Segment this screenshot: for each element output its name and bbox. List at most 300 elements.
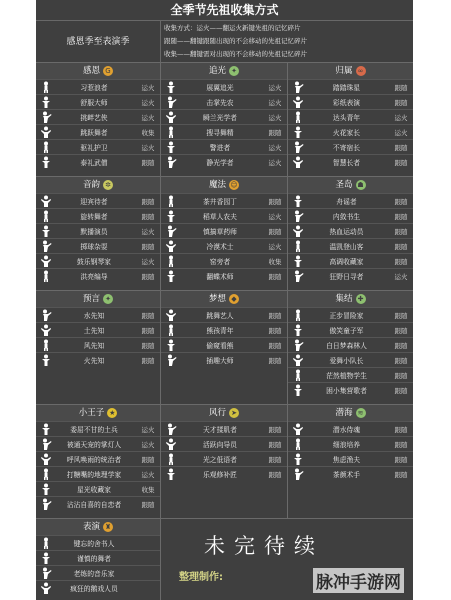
- ancestor-pose-icon: [292, 309, 304, 321]
- ancestor-pose-icon: [165, 423, 177, 435]
- grid-divider: [160, 518, 161, 600]
- ancestor-name: 瞬兰光学者: [203, 114, 237, 122]
- collection-method: 运火: [268, 212, 282, 221]
- ancestor-name: 键忘的舍书人: [73, 540, 115, 548]
- ancestor-pose-icon: [40, 438, 52, 450]
- ancestor-row: [161, 451, 287, 466]
- season-block: [288, 405, 413, 481]
- collection-method: 跟随: [394, 371, 408, 380]
- ancestor-row: [288, 79, 413, 94]
- season-block: [288, 63, 413, 169]
- season-emblem-icon: ∞: [356, 66, 366, 76]
- ancestor-pose-icon: [292, 141, 304, 153]
- ancestor-name: 细浪培养: [332, 441, 361, 449]
- ancestor-name: 智慧长者: [332, 159, 361, 167]
- season-name: 表演: [82, 522, 100, 532]
- collection-method: 跟随: [268, 356, 282, 365]
- collection-method: 跟随: [394, 257, 408, 266]
- season-header: [161, 177, 287, 193]
- site-watermark: 脉冲手游网: [313, 568, 404, 593]
- collection-method: 跟随: [394, 311, 408, 320]
- collection-method: 跟随: [268, 341, 282, 350]
- ancestor-pose-icon: [292, 210, 304, 222]
- collection-method: 跟随: [268, 311, 282, 320]
- season-header: [161, 291, 287, 307]
- season-block: [288, 291, 413, 397]
- ancestor-pose-icon: [292, 111, 304, 123]
- ancestor-row: [288, 208, 413, 223]
- collection-method: 运火: [141, 257, 155, 266]
- ancestor-pose-icon: [40, 498, 52, 510]
- ancestor-pose-icon: [40, 126, 52, 138]
- ancestor-row: [288, 367, 413, 382]
- sheet-title: 全季节先祖收集方式: [36, 0, 413, 21]
- collection-method: 运火: [141, 98, 155, 107]
- ancestor-name: 默播演员: [80, 228, 108, 236]
- ancestor-pose-icon: [165, 438, 177, 450]
- season-header: [161, 63, 287, 79]
- ancestor-name: 舒服大师: [80, 99, 108, 107]
- ancestor-row: [288, 124, 413, 139]
- ancestor-row: [161, 307, 287, 322]
- season-header: [36, 291, 160, 307]
- ancestor-name: 焦虑渔夫: [332, 456, 361, 464]
- season-name: 集结: [335, 294, 353, 304]
- collection-method: 跟随: [394, 356, 408, 365]
- ancestor-pose-icon: [165, 96, 177, 108]
- ancestor-pose-icon: [40, 255, 52, 267]
- ancestor-pose-icon: [292, 423, 304, 435]
- ancestor-name: 火花家长: [332, 129, 361, 137]
- season-header: [36, 405, 160, 421]
- season-block: [161, 63, 287, 169]
- ancestor-row: [161, 223, 287, 238]
- ancestor-pose-icon: [165, 141, 177, 153]
- collection-method: 跟随: [394, 98, 408, 107]
- collection-method: 运火: [141, 425, 155, 434]
- ancestor-pose-icon: [165, 195, 177, 207]
- ancestor-name: 老练的音乐家: [73, 570, 115, 578]
- ancestor-pose-icon: [40, 468, 52, 480]
- ancestor-name: 翻蝶术师: [206, 273, 234, 281]
- ancestor-name: 被通天宠的掌灯人: [66, 441, 122, 449]
- ancestor-name: 正步冒险家: [329, 312, 364, 320]
- ancestor-name: 窑旁者: [209, 258, 231, 266]
- ancestor-name: 掷球杂耍: [80, 243, 108, 251]
- collection-method: 运火: [141, 83, 155, 92]
- ancestor-pose-icon: [40, 111, 52, 123]
- ancestor-pose-icon: [165, 324, 177, 336]
- collection-method: 跟随: [394, 440, 408, 449]
- ancestor-row: [161, 253, 287, 268]
- season-name: 潜海: [335, 408, 353, 418]
- season-emblem-icon: ✦: [103, 294, 113, 304]
- ancestor-name: 困小集营歌者: [326, 387, 367, 395]
- ancestor-name: 沾沾自喜的自恋者: [66, 501, 122, 509]
- ancestor-row: [288, 223, 413, 238]
- grid-divider: [36, 62, 413, 63]
- ancestor-pose-icon: [292, 438, 304, 450]
- season-emblem-icon: ✲: [103, 180, 113, 190]
- ancestor-pose-icon: [165, 240, 177, 252]
- ancestor-row: [288, 268, 413, 283]
- ancestor-row: [36, 580, 160, 595]
- season-emblem-icon: ☗: [357, 180, 364, 189]
- season-header: [288, 177, 413, 193]
- collection-method: 跟随: [141, 212, 155, 221]
- ancestor-row: [36, 352, 160, 367]
- ancestor-name: 迎宾待者: [80, 198, 108, 206]
- ancestor-name: 挑衅艺侠: [80, 114, 108, 122]
- ancestor-row: [288, 307, 413, 322]
- legend-line: 收集——翻键需对出现的不会移动的先祖记忆碎片: [164, 50, 307, 58]
- grid-divider: [287, 62, 288, 518]
- season-emblem-icon: ★: [109, 408, 116, 417]
- ancestor-name: 不寄宿长: [332, 144, 361, 152]
- season-block: [161, 177, 287, 283]
- ancestor-name: 茫然植物学生: [326, 372, 367, 380]
- season-header: [36, 519, 160, 535]
- ancestor-name: 呼风唤雨的统治者: [66, 456, 122, 464]
- ancestor-pose-icon: [40, 225, 52, 237]
- ancestor-row: [288, 139, 413, 154]
- ancestor-row: [288, 94, 413, 109]
- ancestor-pose-icon: [40, 423, 52, 435]
- season-emblem-icon: G: [103, 66, 113, 76]
- ancestor-pose-icon: [40, 537, 52, 549]
- collection-method: 跟随: [394, 158, 408, 167]
- ancestor-pose-icon: [165, 339, 177, 351]
- collection-method: 运火: [268, 143, 282, 152]
- ancestor-row: [161, 139, 287, 154]
- collection-method: 跟随: [394, 242, 408, 251]
- grid-divider: [36, 176, 413, 177]
- ancestor-row: [288, 421, 413, 436]
- ancestor-name: 冷漠术士: [206, 243, 234, 251]
- ancestor-name: 茶颜术手: [332, 471, 361, 479]
- ancestor-name: 天才揉肌者: [203, 426, 237, 434]
- season-header: [288, 405, 413, 421]
- ancestor-row: [36, 337, 160, 352]
- collection-method: 跟随: [141, 500, 155, 509]
- collection-method: 跟随: [268, 197, 282, 206]
- ancestor-name: 打糖嘴的地理学家: [66, 471, 122, 479]
- ancestor-pose-icon: [292, 324, 304, 336]
- ancestor-name: 水先知: [83, 312, 105, 320]
- ancestor-name: 温凯登山客: [329, 243, 364, 251]
- ancestor-row: [288, 193, 413, 208]
- ancestor-name: 风先知: [83, 342, 105, 350]
- ancestor-name: 静光学者: [206, 159, 234, 167]
- ancestor-name: 习惹浪者: [80, 84, 108, 92]
- collection-method: 跟随: [141, 242, 155, 251]
- collection-method: 跟随: [141, 272, 155, 281]
- ancestor-pose-icon: [292, 96, 304, 108]
- ancestor-row: [36, 139, 160, 154]
- ancestor-row: [36, 208, 160, 223]
- season-name: 音韵: [82, 180, 100, 190]
- legend-line: 跟随——翻键跟随出现的不会移动的先祖记忆碎片: [164, 37, 307, 45]
- season-name: 梦想: [208, 294, 226, 304]
- ancestor-pose-icon: [292, 270, 304, 282]
- ancestor-name: 插趣大师: [206, 357, 234, 365]
- collection-method: 跟随: [394, 341, 408, 350]
- season-emblem-icon: ✦: [229, 66, 239, 76]
- ancestor-name: 彩纸表演: [332, 99, 361, 107]
- ancestor-name: 跳跃舞者: [80, 129, 108, 137]
- collection-method: 运火: [394, 113, 408, 122]
- collection-method: 跟随: [268, 128, 282, 137]
- legend-line: 收集方式：运火——翻运火新键先祖的记忆碎片: [164, 24, 301, 32]
- ancestor-name: 搜寻舞精: [206, 129, 234, 137]
- collection-method: 运火: [268, 158, 282, 167]
- ancestor-row: [161, 466, 287, 481]
- ancestor-pose-icon: [292, 255, 304, 267]
- collection-method: 跟随: [394, 326, 408, 335]
- ancestor-row: [161, 79, 287, 94]
- season-name: 风行: [208, 408, 226, 418]
- ancestor-name: 爱舞小队长: [329, 357, 364, 365]
- ancestor-row: [36, 79, 160, 94]
- ancestor-row: [161, 238, 287, 253]
- ancestor-name: 活跃向导员: [203, 441, 237, 449]
- ancestor-pose-icon: [292, 339, 304, 351]
- collection-sheet: [36, 0, 413, 600]
- ancestor-pose-icon: [292, 354, 304, 366]
- ancestor-name: 驱礼护卫: [80, 144, 108, 152]
- ancestor-row: [288, 451, 413, 466]
- ancestor-name: 泰礼武僧: [80, 159, 108, 167]
- season-emblem-icon: ♜: [104, 522, 112, 531]
- ancestor-pose-icon: [292, 126, 304, 138]
- ancestor-name: 警进者: [209, 144, 231, 152]
- season-name: 追光: [208, 66, 226, 76]
- collection-method: 跟随: [141, 356, 155, 365]
- ancestor-pose-icon: [40, 195, 52, 207]
- ancestor-pose-icon: [40, 339, 52, 351]
- ancestor-name: 星光收藏家: [77, 486, 111, 494]
- collection-method: 跟随: [141, 158, 155, 167]
- season-emblem-icon: ◆: [229, 294, 239, 304]
- collection-method: 收集: [141, 128, 155, 137]
- ancestor-name: 高调收藏家: [329, 258, 364, 266]
- ancestor-name: 乐观修补匠: [203, 471, 237, 479]
- ancestor-row: [36, 451, 160, 466]
- ancestor-pose-icon: [40, 567, 52, 579]
- ancestor-row: [161, 322, 287, 337]
- collection-method: 跟随: [141, 197, 155, 206]
- ancestor-pose-icon: [292, 81, 304, 93]
- ancestor-pose-icon: [40, 141, 52, 153]
- season-emblem-icon: ➤: [229, 408, 239, 418]
- ancestor-pose-icon: [165, 468, 177, 480]
- grid-divider: [36, 404, 413, 405]
- ancestor-name: 偷窥看熊: [206, 342, 234, 350]
- ancestor-name: 展翼追光: [206, 84, 234, 92]
- collection-method: 跟随: [394, 83, 408, 92]
- ancestor-name: 舟谣者: [336, 198, 357, 206]
- ancestor-pose-icon: [165, 225, 177, 237]
- ancestor-pose-icon: [40, 552, 52, 564]
- ancestor-pose-icon: [292, 156, 304, 168]
- ancestor-pose-icon: [292, 195, 304, 207]
- ancestor-row: [161, 268, 287, 283]
- collection-method: 跟随: [268, 326, 282, 335]
- ancestor-row: [36, 223, 160, 238]
- ancestor-pose-icon: [165, 255, 177, 267]
- ancestor-row: [36, 154, 160, 169]
- ancestor-row: [36, 535, 160, 550]
- ancestor-row: [161, 109, 287, 124]
- collection-method: 跟随: [141, 341, 155, 350]
- season-block: [161, 291, 287, 367]
- collection-method: 跟随: [268, 227, 282, 236]
- ancestor-row: [161, 352, 287, 367]
- collection-method: 收集: [141, 485, 155, 494]
- ancestor-pose-icon: [165, 111, 177, 123]
- ancestor-row: [36, 466, 160, 481]
- ancestor-name: 内敛书生: [332, 213, 361, 221]
- season-block: [36, 63, 160, 169]
- ancestor-name: 傲笑童子军: [329, 327, 364, 335]
- season-name: 小王子: [78, 408, 105, 418]
- collection-method: 跟随: [394, 197, 408, 206]
- ancestor-pose-icon: [292, 225, 304, 237]
- collection-method: 跟随: [394, 227, 408, 236]
- collection-method: 跟随: [141, 326, 155, 335]
- ancestor-name: 土先知: [83, 327, 105, 335]
- season-header: [288, 63, 413, 79]
- ancestor-row: [36, 307, 160, 322]
- ancestor-pose-icon: [40, 240, 52, 252]
- ancestor-row: [161, 208, 287, 223]
- collection-method: 运火: [268, 98, 282, 107]
- ancestor-pose-icon: [40, 270, 52, 282]
- season-block: [36, 177, 160, 283]
- ancestor-pose-icon: [40, 483, 52, 495]
- season-name: 感恩: [82, 66, 100, 76]
- season-emblem-icon: ☺: [230, 180, 238, 189]
- collection-method: 跟随: [141, 455, 155, 464]
- ancestor-name: 白日梦森林人: [326, 342, 367, 350]
- ancestor-row: [36, 124, 160, 139]
- season-block: [36, 405, 160, 511]
- ancestor-row: [36, 238, 160, 253]
- ancestor-row: [36, 109, 160, 124]
- ancestor-pose-icon: [292, 384, 304, 396]
- ancestor-row: [288, 322, 413, 337]
- ancestor-name: 踏踏珠星: [332, 84, 361, 92]
- grid-divider: [36, 290, 413, 291]
- ancestor-pose-icon: [40, 309, 52, 321]
- ancestor-pose-icon: [40, 96, 52, 108]
- ancestor-pose-icon: [40, 81, 52, 93]
- grid-divider: [36, 518, 413, 519]
- ancestor-row: [288, 466, 413, 481]
- ancestor-name: 慎搞草药师: [203, 228, 237, 236]
- ancestor-pose-icon: [292, 240, 304, 252]
- ancestor-pose-icon: [40, 354, 52, 366]
- ancestor-name: 茶井香园丁: [203, 198, 237, 206]
- ancestor-pose-icon: [292, 453, 304, 465]
- collection-method: 运火: [394, 128, 408, 137]
- collection-method: 运火: [268, 83, 282, 92]
- season-header: [36, 63, 160, 79]
- ancestor-name: 疯狂的鹅戏人员: [70, 585, 118, 593]
- ancestor-row: [36, 322, 160, 337]
- ancestor-row: [161, 124, 287, 139]
- ancestor-pose-icon: [292, 369, 304, 381]
- ancestor-name: 谨慎的舞者: [77, 555, 111, 563]
- collection-method: 跟随: [141, 311, 155, 320]
- collection-method: 跟随: [394, 470, 408, 479]
- ancestor-name: 熊孩青年: [206, 327, 234, 335]
- season-emblem-icon: ✚: [356, 294, 366, 304]
- ancestor-name: 狂野日寻者: [329, 273, 364, 281]
- ancestor-row: [161, 421, 287, 436]
- ancestor-row: [288, 382, 413, 397]
- season-header: [36, 177, 160, 193]
- ancestor-row: [288, 436, 413, 451]
- ancestor-row: [36, 268, 160, 283]
- ancestor-name: 洪亮编导: [80, 273, 108, 281]
- collection-method: 运火: [394, 272, 408, 281]
- ancestor-pose-icon: [165, 126, 177, 138]
- season-name: 预言: [82, 294, 100, 304]
- ancestor-pose-icon: [40, 324, 52, 336]
- ancestor-name: 火先知: [83, 357, 105, 365]
- season-block: [36, 519, 160, 595]
- ancestor-name: 击掌先农: [206, 99, 234, 107]
- season-name: 魔法: [208, 180, 226, 190]
- collection-method: 跟随: [394, 212, 408, 221]
- collection-method: 跟随: [394, 143, 408, 152]
- ancestor-row: [36, 550, 160, 565]
- ancestor-pose-icon: [165, 156, 177, 168]
- ancestor-pose-icon: [165, 210, 177, 222]
- ancestor-pose-icon: [165, 453, 177, 465]
- season-header: [161, 405, 287, 421]
- ancestor-row: [36, 436, 160, 451]
- season-name: 归属: [335, 66, 353, 76]
- ancestor-row: [36, 253, 160, 268]
- ancestor-row: [161, 193, 287, 208]
- collection-method: 运火: [268, 242, 282, 251]
- grid-divider: [160, 62, 161, 518]
- ancestor-name: 稻草人农夫: [203, 213, 237, 221]
- ancestor-pose-icon: [40, 156, 52, 168]
- made-by-label: 整理制作:: [179, 572, 223, 583]
- ancestor-pose-icon: [165, 270, 177, 282]
- ancestor-pose-icon: [165, 81, 177, 93]
- season-range-subtitle: 感恩季至表演季: [36, 21, 161, 63]
- collection-method: 运火: [141, 143, 155, 152]
- season-block: [161, 405, 287, 481]
- ancestor-row: [288, 253, 413, 268]
- ancestor-row: [161, 94, 287, 109]
- ancestor-pose-icon: [165, 309, 177, 321]
- ancestor-name: 光之低语者: [203, 456, 237, 464]
- collection-method: 跟随: [268, 455, 282, 464]
- collection-method: 跟随: [394, 386, 408, 395]
- season-block: [36, 291, 160, 367]
- collection-method: 跟随: [394, 425, 408, 434]
- ancestor-row: [36, 193, 160, 208]
- collection-method: 运火: [268, 113, 282, 122]
- collection-method: 收集: [268, 257, 282, 266]
- collection-method: 跟随: [268, 440, 282, 449]
- collection-method: 跟随: [268, 470, 282, 479]
